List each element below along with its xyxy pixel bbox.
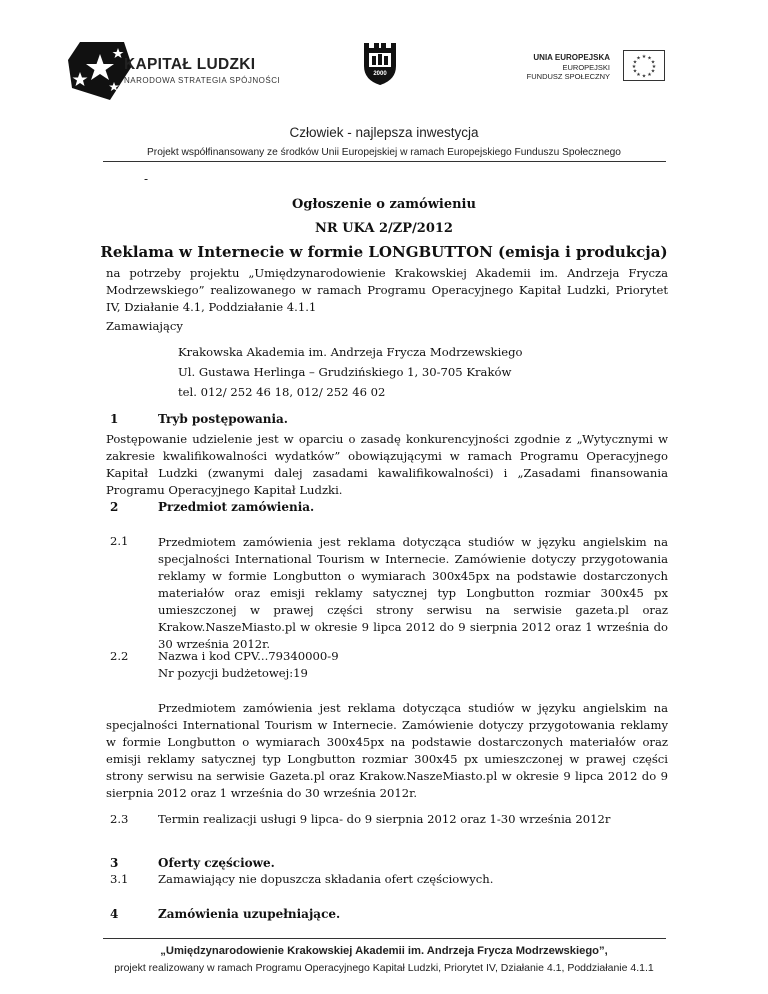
stray-dash: -: [144, 172, 149, 186]
section-2-1-number: 2.1: [110, 534, 129, 548]
section-2-1-text: Przedmiotem zamówienia jest reklama dotycząca studiów w języku angielskim na specjalności International Tourism w Internecie. Zamówienie dotyczy przygotowania reklamy w formie Longbutton o wymiarach 300x45px na podstawie dostarczonych materiałów oraz emisji reklamy satycznej typ Longbutton rozmiar 300x45 px umieszczonej w prawej części strony serwisu na serwisie gazeta.pl oraz Krakow.NaszeMiasto.pl w okresie 9 lipca 2012 do 9 sierpnia 2012 oraz 1 września do 30 września 2012r.: [158, 535, 668, 651]
section-2-title: Przedmiot zamówienia.: [158, 500, 315, 514]
svg-text:★: ★: [641, 54, 647, 60]
university-crest-icon: [361, 40, 399, 86]
section-2-3-number: 2.3: [110, 812, 129, 826]
footer-project-name: „Umiędzynarodowienie Krakowskiej Akademii im. Andrzeja Frycza Modrzewskiego”,: [160, 945, 608, 957]
svg-text:★: ★: [647, 55, 652, 62]
eu-label-line1: UNIA EUROPEJSKA: [533, 53, 610, 62]
section-3-1-text: Zamawiający nie dopuszcza składania ofert częściowych.: [158, 872, 494, 886]
svg-text:★: ★: [632, 59, 638, 66]
section-3-1-number: 3.1: [110, 872, 129, 886]
svg-text:★: ★: [650, 68, 656, 75]
contact-name: Krakowska Akademia im. Andrzeja Frycza Modrzewskiego: [178, 345, 523, 359]
section-2-2-number: 2.2: [110, 649, 129, 663]
section-1-text: Postępowanie udzielenie jest w oparciu o zasadę konkurencyjności zgodnie z „Wytycznymi w zakresie kwalifikowalności wydatków” obowiązującymi w ramach Programu Operacyjnego Kapitał Ludzki (zwanymi dalej zasadami kawalifikowalności) i „Zasadami finansowania Programu Operacyjnego Kapitał Ludzki.: [106, 432, 668, 497]
subject-description: Przedmiotem zamówienia jest reklama dotycząca studiów w języku angielskim na specjalności International Tourism w Internecie. Zamówienie dotyczy przygotowania reklamy w formie Longbutton o wymiarach 300x45px na podstawie dostarczonych materiałów oraz emisji reklamy satycznej typ Longbutton rozmiar 300x45 px umieszczonej w prawej części strony serwisu na serwisie Gazeta.pl oraz Krakow.NaszeMiasto.pl w okresie 9 lipca 2012 do 9 sierpnia 2012 oraz 1 września do 30 września 2012r.: [106, 701, 668, 800]
contact-address: Ul. Gustawa Herlinga – Grudzińskiego 1, 30-705 Kraków: [178, 365, 512, 379]
doc-number: NR UKA 2/ZP/2012: [315, 221, 453, 236]
cofinancing-note: Projekt współfinansowany ze środków Unii Europejskiej w ramach Europejskiego Funduszu Społecznego: [147, 147, 621, 158]
section-2-number: 2: [110, 500, 119, 514]
section-4-number: 4: [110, 907, 119, 921]
section-3-number: 3: [110, 856, 119, 870]
svg-text:★: ★: [647, 72, 652, 78]
zamawiajacy-label: Zamawiający: [106, 319, 183, 333]
section-4-title: Zamówienia uzupełniające.: [158, 907, 341, 921]
contact-phone: tel. 012/ 252 46 18, 012/ 252 46 02: [178, 385, 386, 399]
cpv-code: Nazwa i kod CPV...79340000-9: [158, 649, 339, 663]
section-1-title: Tryb postępowania.: [158, 412, 288, 426]
svg-text:★: ★: [631, 64, 637, 70]
section-3-title: Oferty częściowe.: [158, 856, 275, 870]
intro-paragraph: na potrzeby projektu „Umiędzynarodowienie Krakowskiej Akademii im. Andrzeja Frycza Modrzewskiego” realizowanego w ramach Programu Operacyjnego Kapitał Ludzki, Priorytet IV, Działanie 4.1, Poddziałanie 4.1.1: [106, 266, 668, 314]
svg-text:★: ★: [636, 72, 641, 78]
section-2-3-text: Termin realizacji usługi 9 lipca- do 9 sierpnia 2012 oraz 1-30 września 2012r: [158, 812, 611, 826]
budget-position: Nr pozycji budżetowej:19: [158, 666, 308, 680]
footer-divider: [103, 938, 666, 939]
eu-flag-icon: [623, 50, 665, 81]
doc-subject: Reklama w Internecie w formie LONGBUTTON (emisja i produkcja): [100, 243, 668, 261]
footer-program-note: projekt realizowany w ramach Programu Operacyjnego Kapitał Ludzki, Priorytet IV, Działanie 4.1, Poddziałanie 4.1.1: [114, 962, 654, 974]
svg-text:★: ★: [632, 68, 638, 75]
kapital-ludzki-subtitle: NARODOWA STRATEGIA SPÓJNOŚCI: [124, 76, 281, 85]
eu-label-line2: EUROPEJSKI: [562, 63, 610, 72]
svg-text:★: ★: [636, 55, 641, 62]
crest-year: 2000: [373, 71, 387, 77]
section-1-number: 1: [110, 412, 119, 426]
kapital-ludzki-title: KAPITAŁ LUDZKI: [124, 56, 256, 73]
svg-text:★: ★: [641, 73, 647, 80]
doc-title: Ogłoszenie o zamówieniu: [292, 197, 476, 212]
svg-text:★: ★: [650, 59, 656, 66]
tagline: Człowiek - najlepsza inwestycja: [289, 125, 479, 140]
svg-text:★: ★: [651, 64, 657, 70]
eu-label-line3: FUNDUSZ SPOŁECZNY: [526, 72, 610, 81]
header-divider: [103, 161, 666, 162]
